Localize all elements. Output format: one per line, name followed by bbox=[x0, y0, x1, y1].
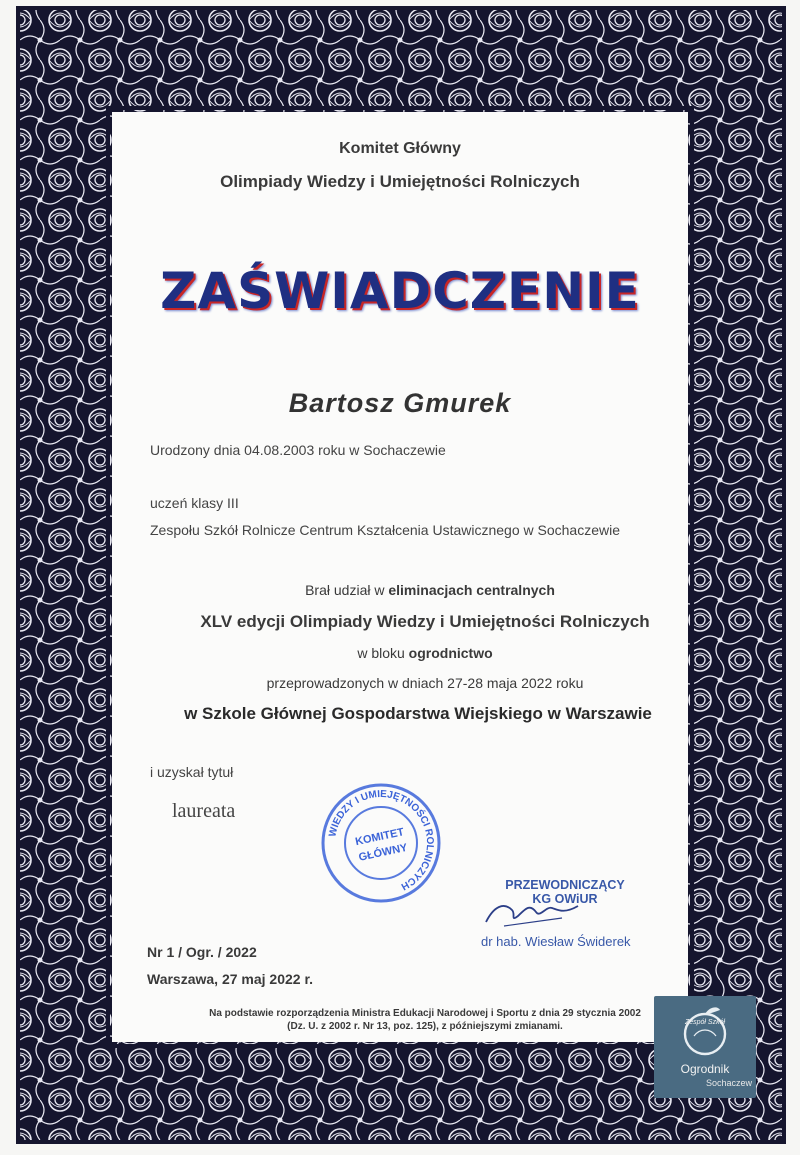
stamp-line-1: KOMITET bbox=[354, 826, 406, 849]
participation-line bbox=[30, 582, 800, 598]
school-info: Zespołu Szkół Rolnicze Centrum Kształcenia Ustawicznego w Sochaczewie bbox=[150, 522, 620, 538]
logo-brand: Ogrodnik bbox=[680, 1062, 730, 1076]
stamp-line-2: GŁÓWNY bbox=[357, 841, 409, 864]
participation-prefix: Brał udział w bbox=[305, 582, 389, 598]
apple-leaf-icon bbox=[680, 1002, 730, 1058]
venue-line: w Szkole Głównej Gospodarstwa Wiejskiego w Warszawie bbox=[184, 704, 652, 723]
logo-top-text: Zespół Szkół bbox=[684, 1019, 726, 1026]
block-prefix: w bloku bbox=[357, 645, 409, 661]
school-logo bbox=[654, 996, 756, 1098]
certificate-number: Nr 1 / Ogr. / 2022 bbox=[147, 944, 257, 960]
result-label: i uzyskał tytuł bbox=[150, 764, 234, 780]
dates-line: przeprowadzonych w dniach 27-28 maja 2022 roku bbox=[266, 675, 584, 691]
signatory-role-1: PRZEWODNICZĄCY bbox=[505, 878, 625, 892]
signatory-name: dr hab. Wiesław Świderek bbox=[481, 934, 631, 949]
legal-basis-1: Na podstawie rozporządzenia Ministra Edukacji Narodowej i Sportu z dnia 29 stycznia 2002 bbox=[209, 1008, 641, 1019]
participation-stage: eliminacjach centralnych bbox=[388, 582, 555, 598]
block-line bbox=[25, 645, 800, 661]
handwritten-signature bbox=[482, 896, 592, 930]
result-title: laureata bbox=[172, 800, 236, 822]
committee-stamp bbox=[318, 780, 444, 906]
signatory-role-2: KG OWiUR bbox=[532, 892, 598, 906]
certificate-title: ZAŚWIADCZENIE bbox=[160, 262, 640, 320]
birth-info: Urodzony dnia 04.08.2003 roku w Sochaczewie bbox=[150, 442, 446, 458]
edition-line: XLV edycji Olimpiady Wiedzy i Umiejętności Rolniczych bbox=[200, 612, 650, 631]
committee-heading: Komitet Główny bbox=[339, 140, 461, 157]
class-info: uczeń klasy III bbox=[150, 495, 239, 511]
place-and-date: Warszawa, 27 maj 2022 r. bbox=[147, 971, 314, 987]
logo-city: Sochaczew bbox=[705, 1078, 752, 1088]
recipient-name: Bartosz Gmurek bbox=[288, 388, 512, 418]
stamp-ring-text: WIEDZY I UMIEJĘTNOŚCI ROLNICZYCH bbox=[327, 788, 436, 892]
olympiad-heading: Olimpiady Wiedzy i Umiejętności Rolniczych bbox=[220, 172, 580, 191]
legal-basis-2: (Dz. U. z 2002 r. Nr 13, poz. 125), z późniejszymi zmianami. bbox=[287, 1021, 563, 1032]
block-name: ogrodnictwo bbox=[408, 645, 493, 661]
